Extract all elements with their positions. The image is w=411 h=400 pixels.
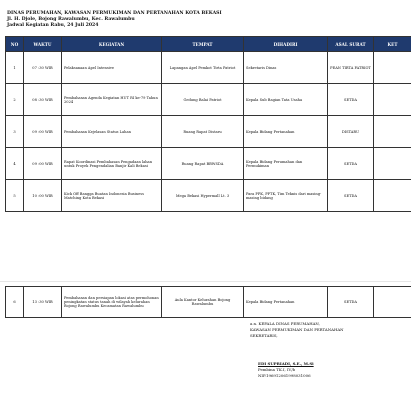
- cell-no: 6: [6, 287, 24, 318]
- cell-dihadiri: Para PPK, PPTK, Tim Teknis dari masing-masing bidang: [244, 180, 328, 212]
- col-header-waktu: WAKTU: [24, 37, 62, 52]
- cell-no: 1: [6, 52, 24, 84]
- cell-no: 3: [6, 116, 24, 148]
- schedule-table-continued: [5, 286, 411, 318]
- schedule-table: [5, 36, 411, 212]
- cell-asal-surat: SETDA: [328, 287, 374, 318]
- signatory-nip: NIP.196912061998031006: [258, 373, 311, 378]
- cell-tempat: Lapangan Apel Pemkot Tirta Patriot: [162, 52, 244, 84]
- col-header-no: NO: [6, 37, 24, 52]
- cell-kegiatan: Kick Off Bangga Buatan Indonesia Business Matching Kota Bekasi: [62, 180, 162, 212]
- cell-tempat: Ruang Rapat Distaru: [162, 116, 244, 148]
- cell-ket: [374, 287, 411, 318]
- cell-dihadiri: Kepala Sub Bagian Tata Usaha: [244, 84, 328, 116]
- header-date: Jadwal Kegiatan Rabu, 24 Juli 2024: [7, 23, 99, 28]
- cell-waktu: 13 :30 WIB: [24, 287, 62, 318]
- table-row: [6, 84, 411, 116]
- cell-ket: [374, 116, 411, 148]
- signature-title-3: SEKRETARIS,: [250, 333, 278, 338]
- cell-asal-surat: DISTARU: [328, 116, 374, 148]
- cell-dihadiri: Kepala Bidang Perumahan dan Permukiman: [244, 148, 328, 180]
- cell-ket: [374, 148, 411, 180]
- cell-kegiatan: Pelaksanaan Apel Intensive: [62, 52, 162, 84]
- cell-asal-surat: SETDA: [328, 148, 374, 180]
- cell-tempat: Mega Bekasi Hypermall Lt. 3: [162, 180, 244, 212]
- header-address: Jl. H. Djole, Bojong Rawalumbu, Kec. Rawalumbu: [7, 17, 135, 22]
- cell-dihadiri: Sekretaris Dinas: [244, 52, 328, 84]
- table-row: [6, 52, 411, 84]
- col-header-kegiatan: KEGIATAN: [62, 37, 162, 52]
- cell-kegiatan: Pembahasan Kejelasan Status Lahan: [62, 116, 162, 148]
- cell-asal-surat: SETDA: [328, 84, 374, 116]
- cell-waktu: 09 :00 WIB: [24, 148, 62, 180]
- table-header-row: [6, 37, 411, 52]
- cell-kegiatan: Rapat Koordinasi Pembahasan Pengadaan lahan untuk Proyek Pengendalian Banjir Kali Bekasi: [62, 148, 162, 180]
- cell-tempat: Aula Kantor Kelurahan Bojong Rawalumbu: [162, 287, 244, 318]
- table-row: [6, 148, 411, 180]
- cell-no: 2: [6, 84, 24, 116]
- col-header-ket: KET: [374, 37, 411, 52]
- cell-tempat: Ruang Rapat BBWSDA: [162, 148, 244, 180]
- signatory-rank: Pembina TK.I, IV/b: [258, 367, 296, 372]
- cell-dihadiri: Kepala Bidang Pertanahan: [244, 116, 328, 148]
- table-row: [6, 180, 411, 212]
- table-row: [6, 287, 411, 318]
- cell-asal-surat: PEAN TIRTA PATRIOT: [328, 52, 374, 84]
- cell-waktu: 09 :00 WIB: [24, 116, 62, 148]
- cell-waktu: 10 :00 WIB: [24, 180, 62, 212]
- cell-kegiatan: Pembahasan Agenda Kegiatan HUT RI ke-79 Tahun 2024: [62, 84, 162, 116]
- col-header-dihadiri: DIHADIRI: [244, 37, 328, 52]
- page-break-divider: [0, 281, 411, 282]
- signatory-name: EDI SUPRIADI, S.E., M.Si: [258, 361, 314, 366]
- header-agency: DINAS PERUMAHAN, KAWASAN PERMUKIMAN DAN PERTANAHAN KOTA BEKASI: [7, 11, 222, 16]
- table-row: [6, 116, 411, 148]
- signature-title-1: a.n. KEPALA DINAS PERUMAHAN,: [250, 321, 320, 326]
- cell-no: 5: [6, 180, 24, 212]
- cell-ket: [374, 84, 411, 116]
- cell-asal-surat: SETDA: [328, 180, 374, 212]
- signature-title-2: KAWASAN PERMUKIMAN DAN PERTANAHAN: [250, 327, 344, 332]
- cell-ket: [374, 180, 411, 212]
- cell-ket: [374, 52, 411, 84]
- cell-kegiatan: Pembahasan dan persiapan lokasi atas permohonan peningkatan status tanah di wilayah kelurahan Bojong Rawalumbu Kecamatan Rawalumbu: [62, 287, 162, 318]
- col-header-tempat: TEMPAT: [162, 37, 244, 52]
- cell-dihadiri: Kepala Bidang Pertanahan: [244, 287, 328, 318]
- cell-waktu: 08 :30 WIB: [24, 84, 62, 116]
- cell-waktu: 07 :30 WIB: [24, 52, 62, 84]
- col-header-asal-surat: ASAL SURAT: [328, 37, 374, 52]
- cell-tempat: Gedung Balai Patriot: [162, 84, 244, 116]
- cell-no: 4: [6, 148, 24, 180]
